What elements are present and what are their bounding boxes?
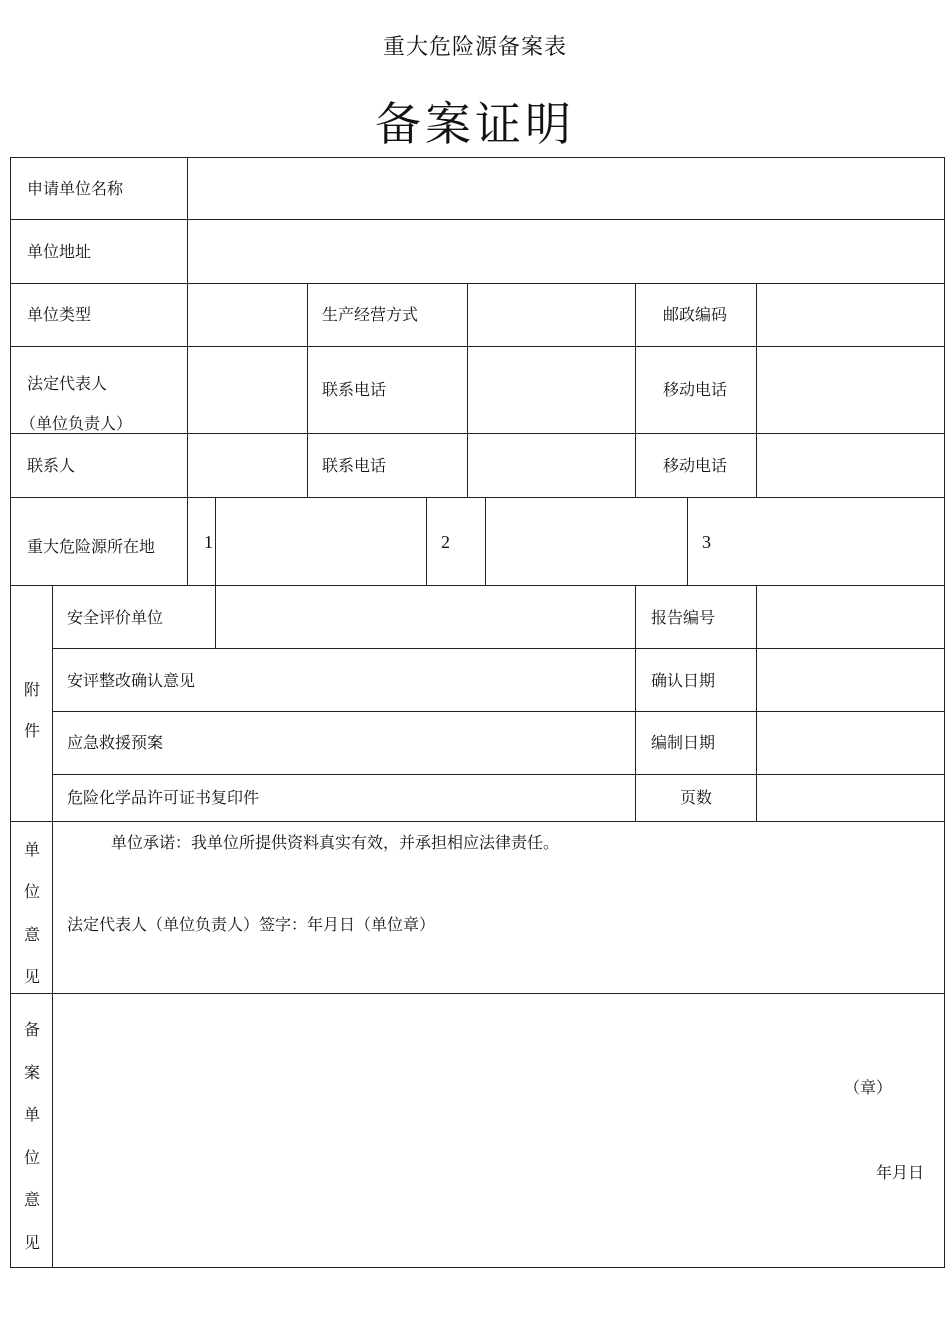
compile-date-field[interactable] [757, 712, 944, 774]
rectification-opinion-label: 安评整改确认意见 [67, 671, 196, 690]
page-subtitle: 重大危险源备案表 [382, 35, 567, 60]
pages-label: 页数 [680, 788, 713, 807]
production-mode-field[interactable] [468, 284, 635, 346]
safety-eval-unit-label: 安全评价单位 [67, 608, 164, 627]
confirm-date-field[interactable] [757, 649, 944, 711]
unit-commitment-text: 单位承诺：我单位所提供资料真实有效，并承担相应法律责任。 [111, 833, 560, 852]
table-border [687, 497, 688, 585]
location-number-1: 1 [204, 532, 213, 552]
emergency-plan-label: 应急救援预案 [67, 733, 164, 752]
legal-rep-signature-line: 法定代表人（单位负责人）签字：年月日（单位章） [67, 915, 436, 934]
postal-code-label: 邮政编码 [663, 305, 728, 324]
table-border [10, 157, 11, 1268]
table-border [426, 497, 427, 585]
applicant-name-field[interactable] [188, 158, 944, 219]
attachments-section-label-char: 附 [24, 680, 41, 699]
legal-rep-label: 法定代表人 [27, 374, 108, 393]
report-number-field[interactable] [757, 586, 944, 648]
confirm-date-label: 确认日期 [651, 671, 716, 690]
legal-rep-mobile-label: 移动电话 [663, 380, 728, 399]
unit-opinion-label-char: 意 [24, 925, 41, 944]
unit-opinion-label-char: 单 [24, 840, 41, 859]
table-border [635, 283, 636, 497]
contact-field[interactable] [188, 434, 307, 497]
safety-eval-unit-field[interactable] [216, 586, 635, 648]
filing-date-placeholder: 年月日 [876, 1163, 925, 1182]
contact-mobile-label: 移动电话 [663, 456, 728, 475]
filing-opinion-label-char: 见 [24, 1233, 41, 1252]
production-mode-label: 生产经营方式 [322, 305, 419, 324]
report-number-label: 报告编号 [651, 608, 716, 627]
compile-date-label: 编制日期 [651, 733, 716, 752]
table-border [10, 821, 945, 822]
contact-label: 联系人 [27, 456, 76, 475]
applicant-name-label: 申请单位名称 [27, 179, 124, 198]
attachments-section-label-char: 件 [24, 721, 41, 740]
filing-opinion-field[interactable] [53, 994, 944, 1267]
unit-type-field[interactable] [188, 284, 307, 346]
unit-opinion-label-char: 位 [24, 882, 41, 901]
hazard-location-label: 重大危险源所在地 [27, 537, 156, 556]
legal-rep-phone-field[interactable] [468, 347, 635, 433]
location-2-field[interactable] [486, 498, 687, 585]
location-number-3: 3 [702, 532, 711, 552]
filing-opinion-label-char: 案 [24, 1063, 41, 1082]
page-title: 备案证明 [375, 97, 575, 151]
pages-field[interactable] [757, 775, 944, 821]
location-1-field[interactable] [216, 498, 426, 585]
postal-code-field[interactable] [757, 284, 944, 346]
table-border [307, 283, 308, 497]
unit-type-label: 单位类型 [27, 305, 92, 324]
address-field[interactable] [188, 220, 944, 283]
table-border [944, 157, 945, 1268]
legal-rep-sublabel: （单位负责人） [20, 414, 133, 433]
address-label: 单位地址 [27, 242, 92, 261]
unit-opinion-label-char: 见 [24, 967, 41, 986]
location-3-field[interactable] [703, 498, 944, 585]
table-border [635, 585, 636, 821]
legal-rep-field[interactable] [188, 347, 307, 433]
legal-rep-phone-label: 联系电话 [322, 380, 387, 399]
table-border [10, 1267, 945, 1268]
legal-rep-mobile-field[interactable] [757, 347, 944, 433]
contact-mobile-field[interactable] [757, 434, 944, 497]
location-number-2: 2 [441, 532, 450, 552]
filing-opinion-label-char: 位 [24, 1148, 41, 1167]
filing-opinion-label-char: 备 [24, 1020, 41, 1039]
seal-placeholder: （章） [844, 1078, 893, 1097]
filing-opinion-label-char: 单 [24, 1105, 41, 1124]
permit-copy-label: 危险化学品许可证书复印件 [67, 788, 260, 807]
contact-phone-field[interactable] [468, 434, 635, 497]
filing-opinion-label-char: 意 [24, 1190, 41, 1209]
contact-phone-label: 联系电话 [322, 456, 387, 475]
